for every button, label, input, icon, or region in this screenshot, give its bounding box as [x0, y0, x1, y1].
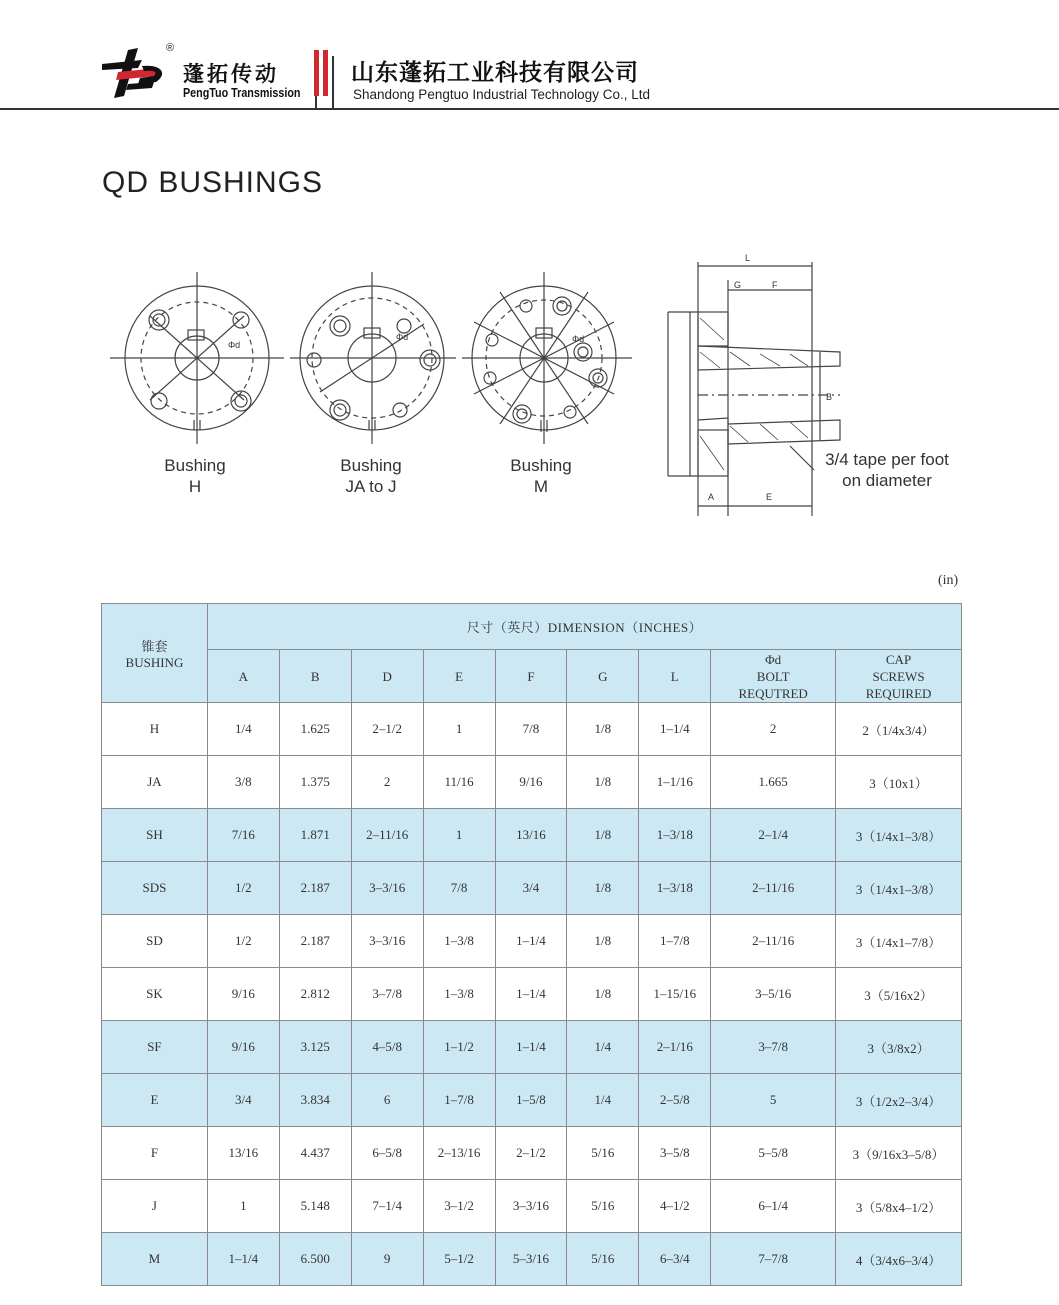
cell-e: 1–1/2 — [423, 1021, 495, 1074]
cell-e: 1–3/8 — [423, 968, 495, 1021]
cell-bushing: J — [102, 1180, 208, 1233]
cell-b: 3.834 — [279, 1074, 351, 1127]
dim-label-e: E — [766, 492, 773, 502]
cell-screws: 3（1/2x2–3/4） — [836, 1074, 962, 1127]
registered-mark: ® — [166, 42, 175, 54]
cell-b: 6.500 — [279, 1233, 351, 1286]
cell-l: 1–7/8 — [639, 915, 711, 968]
cell-e: 5–1/2 — [423, 1233, 495, 1286]
cell-d: 2–11/16 — [351, 809, 423, 862]
cell-l: 6–3/4 — [639, 1233, 711, 1286]
cell-bolt: 2–11/16 — [711, 915, 836, 968]
dim-label-g: G — [734, 280, 742, 290]
bushing-m-drawing — [462, 272, 632, 444]
phi-d-label-m: Φd — [572, 334, 585, 344]
header-col-screws: CAP SCREWS REQUIRED — [836, 650, 962, 703]
cell-f: 7/8 — [495, 703, 567, 756]
cell-f: 1–1/4 — [495, 1021, 567, 1074]
cell-screws: 3（5/16x2） — [836, 968, 962, 1021]
cell-d: 6 — [351, 1074, 423, 1127]
phi-d-label-h: Φd — [228, 340, 241, 350]
cell-a: 7/16 — [207, 809, 279, 862]
cell-a: 13/16 — [207, 1127, 279, 1180]
cell-l: 1–3/18 — [639, 862, 711, 915]
bushing-ja-drawing — [290, 272, 456, 444]
cell-f: 3/4 — [495, 862, 567, 915]
cell-b: 5.148 — [279, 1180, 351, 1233]
cell-f: 9/16 — [495, 756, 567, 809]
cell-screws: 4（3/4x6–3/4） — [836, 1233, 962, 1286]
cell-g: 1/8 — [567, 756, 639, 809]
cell-a: 3/8 — [207, 756, 279, 809]
cell-screws: 3（9/16x3–5/8） — [836, 1127, 962, 1180]
cell-l: 2–5/8 — [639, 1074, 711, 1127]
company-name-cn: 山东蓬拓工业科技有限公司 — [351, 60, 639, 86]
cell-bushing: SD — [102, 915, 208, 968]
cell-bushing: SH — [102, 809, 208, 862]
dim-label-a: A — [708, 492, 715, 502]
cell-bushing: SK — [102, 968, 208, 1021]
cell-bolt: 5–5/8 — [711, 1127, 836, 1180]
cell-screws: 3（1/4x1–3/8） — [836, 862, 962, 915]
taper-note: 3/4 tape per foot on diameter — [825, 450, 949, 490]
brand-name-cn: 蓬拓传动 — [183, 62, 279, 86]
cell-screws: 3（10x1） — [836, 756, 962, 809]
cell-b: 2.187 — [279, 862, 351, 915]
cell-l: 3–5/8 — [639, 1127, 711, 1180]
header-bushing: 锥套 BUSHING — [102, 604, 208, 703]
cell-bushing: F — [102, 1127, 208, 1180]
cell-f: 2–1/2 — [495, 1127, 567, 1180]
table-row — [102, 1180, 962, 1233]
cell-screws: 3（1/4x1–7/8） — [836, 915, 962, 968]
cell-e: 1–3/8 — [423, 915, 495, 968]
cell-b: 1.375 — [279, 756, 351, 809]
table-row — [102, 1233, 962, 1286]
cell-bolt: 3–7/8 — [711, 1021, 836, 1074]
cell-a: 1–1/4 — [207, 1233, 279, 1286]
cell-d: 7–1/4 — [351, 1180, 423, 1233]
caption-bushing-ja: Bushing JA to J — [340, 456, 402, 496]
table-row — [102, 862, 962, 915]
cell-d: 3–3/16 — [351, 862, 423, 915]
cell-f: 3–3/16 — [495, 1180, 567, 1233]
cell-d: 2 — [351, 756, 423, 809]
cell-bolt: 6–1/4 — [711, 1180, 836, 1233]
cell-a: 1/2 — [207, 915, 279, 968]
cell-d: 4–5/8 — [351, 1021, 423, 1074]
cell-g: 1/8 — [567, 968, 639, 1021]
cell-b: 1.625 — [279, 703, 351, 756]
table-row — [102, 915, 962, 968]
table-row — [102, 1127, 962, 1180]
cell-d: 6–5/8 — [351, 1127, 423, 1180]
table-body — [102, 703, 962, 1286]
cell-l: 1–15/16 — [639, 968, 711, 1021]
page-title: QD BUSHINGS — [102, 166, 324, 199]
cell-e: 1 — [423, 809, 495, 862]
cell-e: 2–13/16 — [423, 1127, 495, 1180]
cell-e: 11/16 — [423, 756, 495, 809]
company-name-en: Shandong Pengtuo Industrial Technology Co., Ltd — [353, 87, 650, 102]
cell-bushing: E — [102, 1074, 208, 1127]
phi-d-label-ja: Φd — [396, 332, 409, 342]
cell-screws: 3（5/8x4–1/2） — [836, 1180, 962, 1233]
header-col-d: D — [351, 650, 423, 703]
cell-bushing: JA — [102, 756, 208, 809]
table-row — [102, 1021, 962, 1074]
table-row — [102, 756, 962, 809]
unit-note: (in) — [938, 573, 959, 588]
cell-b: 2.187 — [279, 915, 351, 968]
cell-a: 1/4 — [207, 703, 279, 756]
cell-b: 3.125 — [279, 1021, 351, 1074]
cell-screws: 3（1/4x1–3/8） — [836, 809, 962, 862]
header-dimension: 尺寸（英尺）DIMENSION（INCHES） — [207, 604, 961, 650]
cell-a: 1 — [207, 1180, 279, 1233]
cell-e: 1–7/8 — [423, 1074, 495, 1127]
cell-f: 5–3/16 — [495, 1233, 567, 1286]
table-row — [102, 703, 962, 756]
cell-f: 13/16 — [495, 809, 567, 862]
cell-a: 9/16 — [207, 1021, 279, 1074]
dim-label-f: F — [772, 280, 778, 290]
cell-bushing: M — [102, 1233, 208, 1286]
cell-a: 9/16 — [207, 968, 279, 1021]
cell-a: 1/2 — [207, 862, 279, 915]
cell-g: 1/8 — [567, 809, 639, 862]
cell-g: 1/4 — [567, 1021, 639, 1074]
cell-g: 5/16 — [567, 1127, 639, 1180]
cell-b: 2.812 — [279, 968, 351, 1021]
cell-bushing: SF — [102, 1021, 208, 1074]
cell-d: 9 — [351, 1233, 423, 1286]
cell-e: 1 — [423, 703, 495, 756]
cell-g: 1/4 — [567, 1074, 639, 1127]
header-col-g: G — [567, 650, 639, 703]
cell-bolt: 5 — [711, 1074, 836, 1127]
bushing-h-drawing — [110, 272, 284, 444]
cell-f: 1–5/8 — [495, 1074, 567, 1127]
cell-e: 7/8 — [423, 862, 495, 915]
header-col-f: F — [495, 650, 567, 703]
caption-bushing-h: Bushing H — [164, 456, 226, 496]
table-row — [102, 1074, 962, 1127]
cell-g: 1/8 — [567, 703, 639, 756]
cell-f: 1–1/4 — [495, 915, 567, 968]
table-row — [102, 809, 962, 862]
cell-d: 3–7/8 — [351, 968, 423, 1021]
header-col-a: A — [207, 650, 279, 703]
cell-bushing: SDS — [102, 862, 208, 915]
dim-label-l: L — [745, 253, 751, 263]
header-col-b: B — [279, 650, 351, 703]
header-col-bolt: Φd BOLT REQUTRED — [711, 650, 836, 703]
cell-b: 1.871 — [279, 809, 351, 862]
brand-name-en: PengTuo Transmission — [183, 86, 301, 100]
cell-bushing: H — [102, 703, 208, 756]
cell-d: 2–1/2 — [351, 703, 423, 756]
cell-l: 1–1/4 — [639, 703, 711, 756]
cell-b: 4.437 — [279, 1127, 351, 1180]
header-col-l: L — [639, 650, 711, 703]
cell-g: 5/16 — [567, 1180, 639, 1233]
cell-f: 1–1/4 — [495, 968, 567, 1021]
cell-bolt: 2–1/4 — [711, 809, 836, 862]
dimension-table — [101, 603, 962, 1286]
cell-d: 3–3/16 — [351, 915, 423, 968]
cell-bolt: 3–5/16 — [711, 968, 836, 1021]
cell-bolt: 7–7/8 — [711, 1233, 836, 1286]
cell-l: 1–1/16 — [639, 756, 711, 809]
cell-l: 1–3/18 — [639, 809, 711, 862]
cell-g: 5/16 — [567, 1233, 639, 1286]
cell-a: 3/4 — [207, 1074, 279, 1127]
cell-l: 2–1/16 — [639, 1021, 711, 1074]
dim-label-b: B — [826, 392, 833, 402]
cell-e: 3–1/2 — [423, 1180, 495, 1233]
cell-l: 4–1/2 — [639, 1180, 711, 1233]
caption-bushing-m: Bushing M — [510, 456, 572, 496]
header-col-e: E — [423, 650, 495, 703]
cell-screws: 3（3/8x2） — [836, 1021, 962, 1074]
cell-screws: 2（1/4x3/4） — [836, 703, 962, 756]
cell-bolt: 2 — [711, 703, 836, 756]
cell-bolt: 1.665 — [711, 756, 836, 809]
table-row — [102, 968, 962, 1021]
cell-g: 1/8 — [567, 862, 639, 915]
cell-g: 1/8 — [567, 915, 639, 968]
cell-bolt: 2–11/16 — [711, 862, 836, 915]
